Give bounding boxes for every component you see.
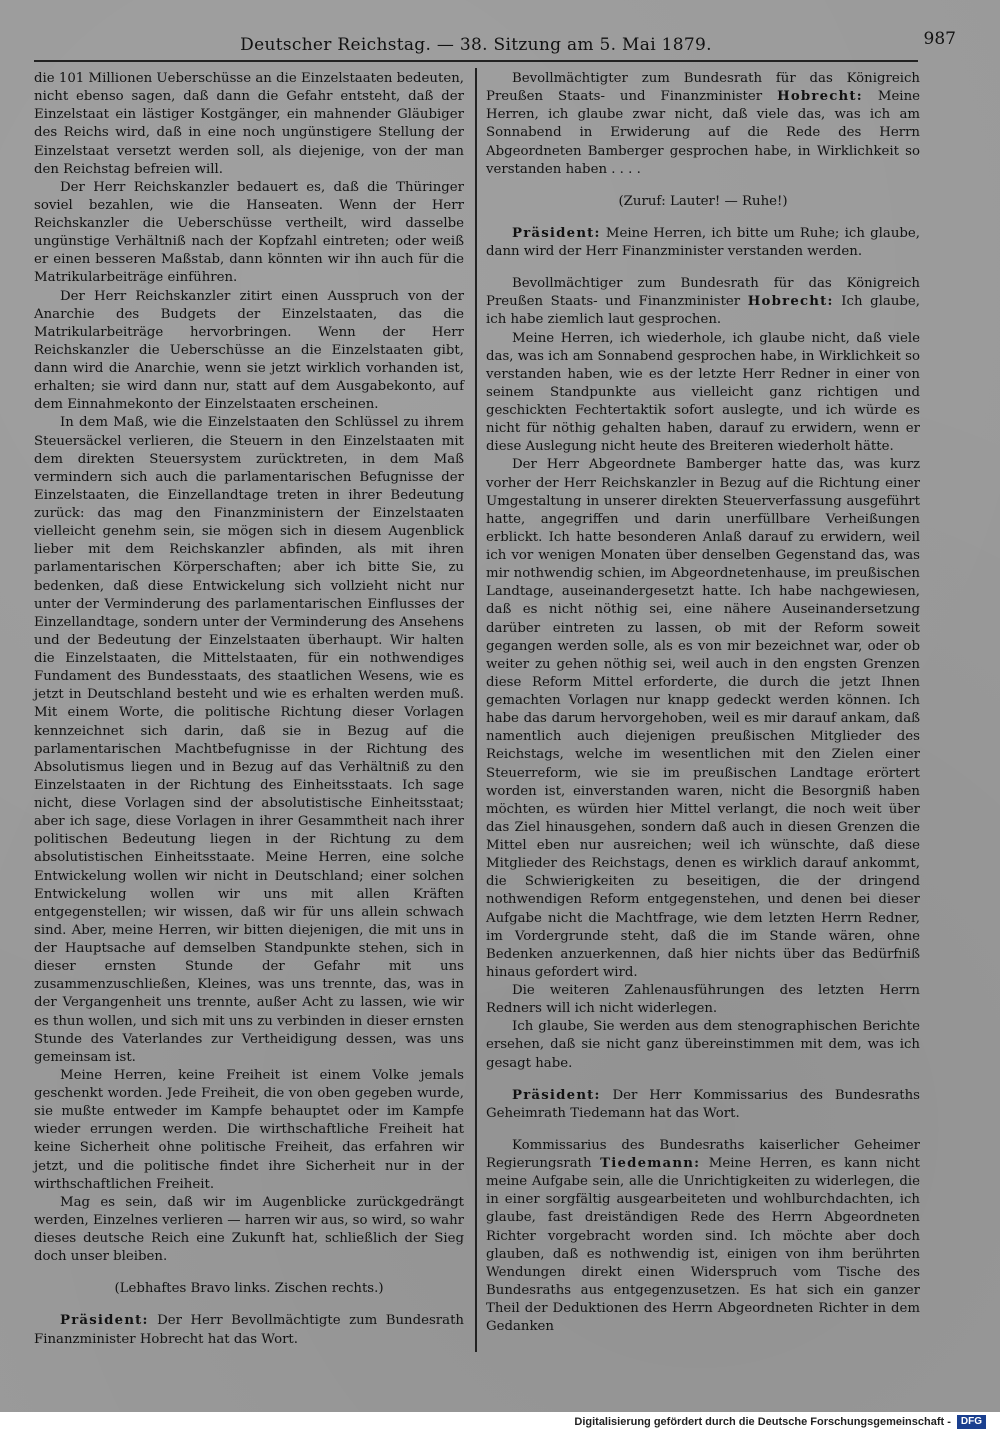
paragraph: die 101 Millionen Ueberschüsse an die Einzelstaaten bedeuten, nicht ebenso sagen, daß dann die Gefahr entsteht, daß der Einzelstaat ein lästiger Kostgänger, ein mahnender Gläubiger des Reichs wird, daß in eine noch ungünstigere Stellung der Einzelstaat versetzt werden soll, als diejenige, von der man den Reichstag befreien will. [34,71,464,177]
speaker-name: Tiedemann: [600,1156,701,1171]
funding-note: Digitalisierung gefördert durch die Deutsche Forschungsgemeinschaft - [574,1416,951,1428]
speech-text: Der Herr Bevollmächtigte zum Bundesrath Finanzminister Hobrecht hat das Wort. [34,1313,464,1347]
paragraph: Der Herr Reichskanzler bedauert es, daß die Thüringer soviel bezahlen, wie die Hanseaten. Wenn der Herr Reichskanzler die Ueberschüsse vertheilt, wird dasselbe ungünstige Verhältniß nach der Kopfzahl eintreten; oder weiß er einen besseren Maßstab, dann könnten wir ihn auch für die Matrikularbeiträge einführen. [34,179,464,286]
reaction-note: (Lebhaftes Bravo links. Zischen rechts.) [114,1281,384,1297]
running-title: Deutscher Reichstag. — 38. Sitzung am 5. Mai 1879. [240,35,712,55]
speech-paragraph [486,1137,920,1336]
right-column [486,70,920,1352]
speech-paragraph [486,225,920,261]
paragraph: Der Herr Reichskanzler zitirt einen Ausspruch von der Anarchie des Budgets der Einzelstaaten, das die Matrikularbeiträge hervorbringen. Wenn der Herr Reichskanzler die Ueberschüsse an die Einzelstaaten gibt, dann wird die Anarchie, wenn sie jetzt wirklich vorhanden ist, erhalten; sie wird dann nur, statt auf dem Ausgabekonto, auf dem Einnahmekonto der Einzelstaaten erscheinen. [34,288,464,413]
digitization-footer [0,1412,1000,1432]
speech-text: Meine Herren, ich bitte um Ruhe; ich glaube, dann wird der Herr Finanzminister verstanden werden. [486,225,920,259]
paragraph: Meine Herren, keine Freiheit ist einem Volke jemals geschenkt worden. Jede Freiheit, die von oben gegeben wurde, sie mußte entweder im Kampfe behauptet oder im Kampfe wieder errungen werden. Die wirthschaftliche Freiheit hat keine Sicherheit ohne politische Freiheit, das erfahren wir jetzt, und die politische findet ihre Sicherheit nur in der wirthschaftlichen Freiheit. [34,1067,464,1192]
paragraph: Meine Herren, ich wiederhole, ich glaube nicht, daß viele das, was ich am Sonnabend gesprochen habe, in Wirklichkeit so verstanden haben, wie es der letzte Herr Redner in einer von seinem Standpunkte aus vielleicht ganz richtigen und geschickten Fechtertaktik sofort auslegte, und ich würde es nicht für nöthig gehalten haben, darauf zu erwidern, wenn er diese Auslegung nicht heute des Breiteren wiederholt hätte. [486,330,920,455]
speaker-title: Bevollmächtiger zum Bundesrath für das Königreich Preußen Staats- und Finanzminister [486,276,920,310]
speech-paragraph [486,70,920,179]
speech-paragraph [486,275,920,329]
speaker-name: Präsident: [60,1313,149,1329]
speaker-name: Präsident: [512,225,601,241]
column-divider [475,68,477,1352]
speech-text: Meine Herren, es kann nicht meine Aufgabe sein, alle die Unrichtigkeiten zu widerlegen, die in einer sorgfältig ausgearbeiteten und wohlburchdachten, ich glaube, fast dreiständigen Rede des Herrn Abgeordneten Richter vorgebracht worden sind. Ich möchte aber doch glauben, daß es nothwendig ist, einigen von ihm berührten Wendungen direkt einen Widerspruch vom Tische des Bundesraths aus entgegenzusetzen. Es hat sich ein ganzer Theil der Deduktionen des Herrn Abgeordneten Richter in dem Gedanken [486,1156,921,1335]
paragraph: In dem Maß, wie die Einzelstaaten den Schlüssel zu ihrem Steuersäckel verlieren, die Steuern in den Einzelstaaten mit dem direkten Steuersystem zurücktreten, in dem Maß vermindern sich auch die parlamentarischen Befugnisse der Einzelstaaten, die Einzellandtage treten in ihrer Bedeutung zurück: das mag den Finanzministern der Einzelstaaten vielleicht genehm sein, sie mögen sich in diesem Augenblick lieber mit dem Reichskanzler abfinden, als mit ihren parlamentarischen Körperschaften; aber ich bitte Sie, zu bedenken, daß diese Entwickelung sich vollzieht nicht nur unter der Verminderung des parlamentarischen Einflusses der Einzellandtage, sondern unter der Verminderung des Ansehens und der Bedeutung der Einzelstaaten überhaupt. Wir halten die Einzelstaaten, die Mittelstaaten, für ein nothwendiges Fundament des Bundesstaats, des staatlichen Wesens, wie es jetzt in Deutschland besteht und wie es erhalten werden muß. Mit einem Worte, die politische Richtung dieser Vorlagen kennzeichnet sich darin, daß sie in Bezug auf die parlamentarischen Machtbefugnisse in der Richtung des Absolutismus liegen und in Bezug auf das Verhältniß zu den Einzelstaaten in der Richtung des Einheitsstaats. Ich sage nicht, diese Vorlagen sind der absolutistische Einheitsstaat; aber ich sage, diese Vorlagen in ihrer Gesammtheit nach ihrer politischen Bedeutung liegen in der Richtung zu dem absolutistischen Einheitsstaate. Meine Herren, eine solche Entwickelung wollen wir nicht in Deutschland; einer solchen Entwickelung wollen wir uns mit allen Kräften entgegenstellen; wir wissen, daß wir für uns allein schwach sind. Aber, meine Herren, wir bitten diejenigen, die mit uns in der Hauptsache auf demselben Standpunkte stehen, sich in dieser ernsten Stunde der Gefahr mit uns zusammenzuschließen, Kleines, was uns trennte, das, was in der Vergangenheit uns trennte, außer Acht zu lassen, wie wir es thun wollen, und sich mit uns zu verbinden in dieser ernsten Stunde des Vaterlandes zur Vertheidigung dessen, was uns gemeinsam ist. [34,415,464,1065]
speech-text: Meine Herren, ich glaube zwar nicht, daß viele das, was ich am Sonnabend in Erwiderung auf die Rede des Herrn Abgeordneten Bamberger gesprochen habe, in Wirklichkeit so verstanden haben . . . . [486,89,920,177]
speech-text: Ich glaube, ich habe ziemlich laut gesprochen. [486,294,921,328]
speaker-title: Kommissarius des Bundesraths kaiserlicher Geheimer Regierungsrath [486,1137,920,1171]
speech-paragraph [486,1087,920,1123]
paragraph: Mag es sein, daß wir im Augenblicke zurückgedrängt werden, Einzelnes verlieren — harren wir aus, so wird, so wahr dieses deutsche Reich eine Zukunft hat, schließlich der Sieg doch unser bleiben. [34,1194,464,1265]
speaker-name: Präsident: [512,1087,601,1103]
page-number: 987 [923,29,956,49]
page-header [34,29,956,62]
left-column [34,70,464,1352]
paragraph: Ich glaube, Sie werden aus dem stenographischen Berichte ersehen, daß sie nicht ganz übereinstimmen mit dem, was ich gesagt habe. [486,1019,920,1071]
speaker-name: Hobrecht: [747,294,834,310]
speaker-title: Bevollmächtigter zum Bundesrath für das Königreich Preußen Staats- und Finanzminister [486,71,920,105]
paragraph: Der Herr Abgeordnete Bamberger hatte das, was kurz vorher der Herr Reichskanzler in Bezug auf die Richtung einer Umgestaltung in unserer direkten Steuerverfassung ausgeführt hatte, angegriffen und darin unerfüllbare Verheißungen erblickt. Ich hatte besonderen Anlaß darauf zu erwidern, weil ich vor wenigen Monaten über denselben Gegenstand das, was mir nothwendig schien, im Abgeordnetenhause, im preußischen Landtage, auseinandergesetzt hatte. Ich habe nachgewiesen, daß es nicht nöthig sei, eine nähere Auseinandersetzung darüber eintreten zu lassen, ob mit der Reform soweit gegangen werden solle, als es von mir bezeichnet war, oder ob weiter zu gehen nöthig sei, weil auch in den engsten Grenzen diese Reform Mittel erforderte, die durch die jetzt Ihnen gemachten Vorlagen nur knapp gedeckt werden können. Ich habe das darum hervorgehoben, weil es mir darauf ankam, daß namentlich auch diejenigen preußischen Mitglieder des Reichstags, welche im wesentlichen mit den Zielen einer Steuerreform, wie sie im preußischen Landtage erörtert worden ist, einverstanden waren, nicht die Besorgniß haben möchten, es würden hier Mittel verlangt, die noch weit über das Ziel hinausgehen, sondern daß auch in diesen Grenzen die Mittel eben nur ausreichen; weil ich wünschte, daß diese Mitglieder des Reichstags, denen es wirklich darauf ankommt, die Schwierigkeiten zu beseitigen, die der dringend nothwendigen Reform entgegenstehen, und denen bei dieser Aufgabe nicht die Machtfrage, wie dem letzten Herrn Redner, im Vordergrunde steht, daß die im Stande wären, ohne Bedenken anzuerkennen, daß hier nichts über das Bedürfniß hinaus gefordert wird. [486,457,920,980]
reaction-note: (Zuruf: Lauter! — Ruhe!) [618,193,788,209]
speech-paragraph [34,1312,464,1348]
paragraph: Die weiteren Zahlenausführungen des letzten Herrn Redners will ich nicht widerlegen. [486,983,920,1017]
dfg-logo: DFG [957,1415,986,1429]
speaker-name: Hobrecht: [777,89,863,105]
speech-text: Der Herr Kommissarius des Bundesraths Geheimrath Tiedemann hat das Wort. [486,1087,920,1121]
